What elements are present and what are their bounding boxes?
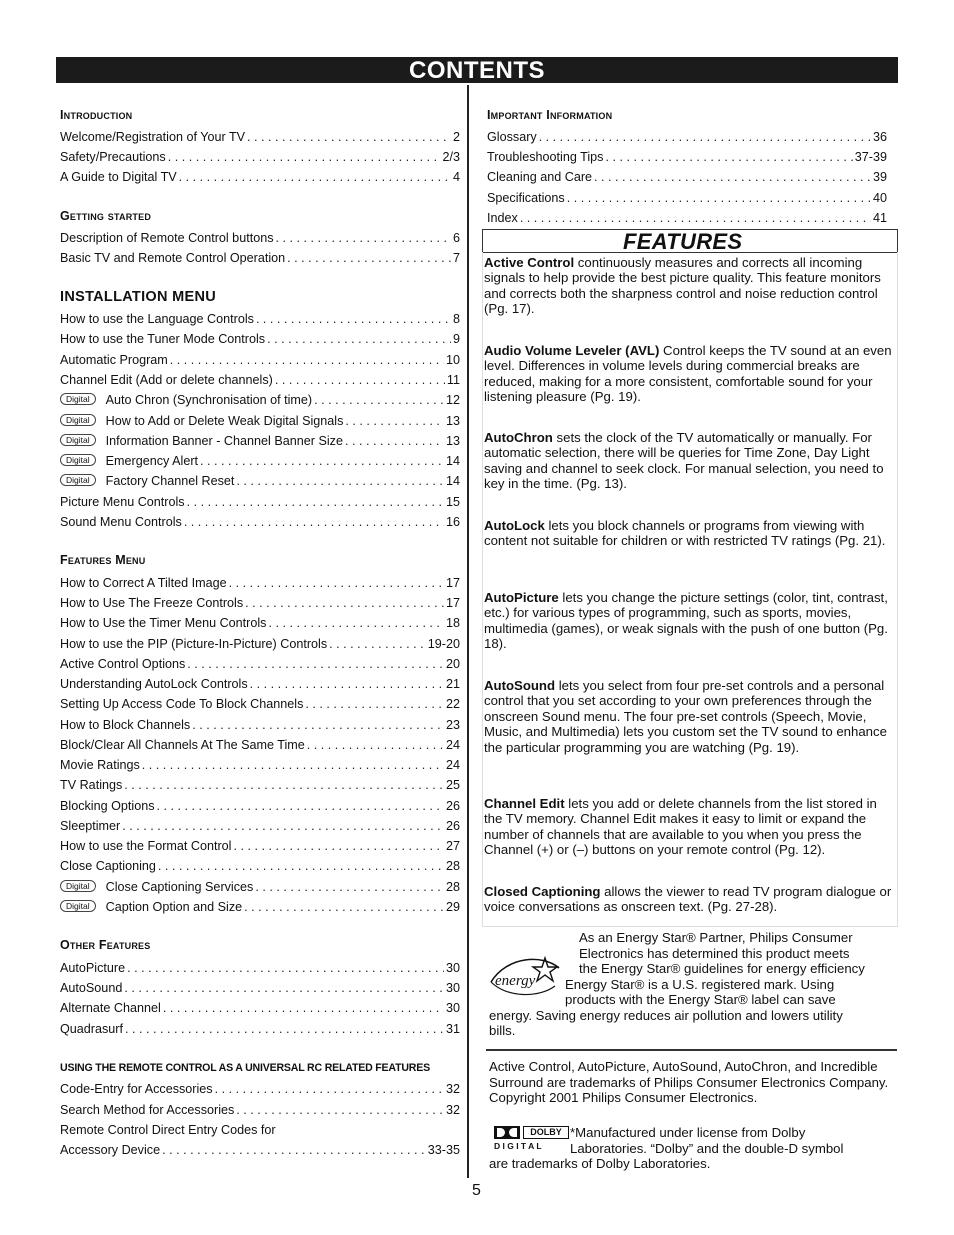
leader-dots <box>192 718 444 732</box>
leader-dots <box>605 150 852 164</box>
toc-entry[interactable] <box>60 614 460 630</box>
page-title: CONTENTS <box>56 57 898 83</box>
toc-entry-label: Emergency Alert <box>105 454 199 468</box>
section-heading-important: Important Information <box>487 108 613 122</box>
toc-entry[interactable] <box>487 168 887 184</box>
section-heading-other: Other Features <box>60 938 151 952</box>
feature-text: lets you select from four pre-set controls and a personal control that you set according to your own preferences through the onscreen Sound menu. The four pre-set controls (Speech, Movie, Music, and Multimedia) lets you custom set the TV sound to enhance the particular programming you are watching (Pg. 19). <box>484 678 887 755</box>
dolby-line-2: Laboratories. “Dolby” and the double-D symbol <box>570 1141 844 1156</box>
toc-entry-label: Cleaning and Care <box>487 170 593 184</box>
feature-item <box>484 343 894 405</box>
leader-dots <box>187 657 444 671</box>
leader-dots <box>184 515 444 529</box>
leader-dots <box>234 839 444 853</box>
toc-entry-page: 32 <box>445 1103 460 1117</box>
leader-dots <box>236 1103 444 1117</box>
dolby-logo-sub: D I G I T A L <box>494 1141 542 1151</box>
leader-dots <box>122 819 444 833</box>
toc-entry-page: 39 <box>872 170 887 184</box>
toc-entry[interactable] <box>60 695 460 711</box>
toc-entry-label: Specifications <box>487 191 565 205</box>
note-divider <box>486 1049 897 1051</box>
toc-entry-page: 14 <box>445 474 460 488</box>
toc-entry-label: Setting Up Access Code To Block Channels <box>60 697 304 711</box>
toc-entry-label: How to Block Channels <box>60 718 191 732</box>
leader-dots <box>345 434 444 448</box>
leader-dots <box>307 738 444 752</box>
toc-entry-page: 18 <box>445 616 460 630</box>
leader-dots <box>267 332 451 346</box>
leader-dots <box>245 596 444 610</box>
toc-entry-label: Understanding AutoLock Controls <box>60 677 248 691</box>
toc-entry-label: How to Correct A Tilted Image <box>60 576 227 590</box>
feature-term: Channel Edit <box>484 796 565 811</box>
leader-dots <box>187 495 444 509</box>
toc-entry[interactable] <box>487 209 887 225</box>
leader-dots <box>305 697 444 711</box>
digital-badge: Digital <box>60 900 96 912</box>
toc-entry-label: Blocking Options <box>60 799 155 813</box>
leader-dots <box>142 758 444 772</box>
feature-text: allows the viewer to read TV program dialogue or voice conversations as onscreen text. (Pg. 27-28). <box>484 884 892 915</box>
leader-dots <box>256 312 451 326</box>
energy-star-logo-icon <box>487 952 563 1000</box>
toc-entry-page: 24 <box>445 738 460 752</box>
toc-entry-page: 33-35 <box>427 1143 460 1157</box>
toc-entry[interactable] <box>60 1121 460 1137</box>
feature-item <box>484 590 894 652</box>
leader-dots <box>594 170 871 184</box>
leader-dots <box>236 474 444 488</box>
toc-entry[interactable] <box>60 330 460 346</box>
leader-dots <box>255 880 444 894</box>
toc-entry-page: 23 <box>445 718 460 732</box>
leader-dots <box>229 576 444 590</box>
toc-entry-label: Remote Control Direct Entry Codes for <box>60 1123 276 1137</box>
toc-entry-label: Picture Menu Controls <box>60 495 185 509</box>
feature-text: sets the clock of the TV automatically or manually. For automatic selection, there will be queries for Time Zone, Day Light saving and channel to seek clock. For manual selection, you need to key in the time. (Pg. 13). <box>484 430 884 492</box>
toc-entry-page: 7 <box>452 251 460 265</box>
toc-entry-page: 26 <box>445 819 460 833</box>
energy-logo-text: energy <box>495 973 536 989</box>
toc-entry[interactable] <box>60 432 460 448</box>
toc-entry-page: 17 <box>445 576 460 590</box>
toc-entry[interactable] <box>60 959 460 975</box>
energy-line-6: energy. Saving energy reduces air pollution and lowers utility <box>489 1008 843 1023</box>
toc-entry-page: 19-20 <box>427 637 460 651</box>
column-divider <box>467 85 469 1178</box>
toc-entry-label: Accessory Device <box>60 1143 161 1157</box>
toc-entry-page: 4 <box>452 170 460 184</box>
feature-term: Active Control <box>484 255 575 270</box>
toc-entry[interactable] <box>60 391 460 407</box>
toc-entry-page: 2/3 <box>442 150 460 164</box>
toc-entry-label: Sound Menu Controls <box>60 515 182 529</box>
leader-dots <box>345 414 444 428</box>
feature-term: AutoSound <box>484 678 556 693</box>
toc-entry-page: 16 <box>445 515 460 529</box>
dolby-line-3: are trademarks of Dolby Laboratories. <box>489 1156 711 1171</box>
leader-dots <box>247 130 451 144</box>
toc-entry-page: 41 <box>872 211 887 225</box>
digital-badge: Digital <box>60 474 96 486</box>
toc-entry[interactable] <box>60 310 460 326</box>
toc-entry-label: How to use the Language Controls <box>60 312 254 326</box>
leader-dots <box>124 981 444 995</box>
section-heading-getting_started: Getting started <box>60 209 152 223</box>
toc-entry[interactable] <box>487 148 887 164</box>
toc-entry[interactable] <box>60 1141 460 1157</box>
leader-dots <box>287 251 451 265</box>
toc-entry-page: 21 <box>445 677 460 691</box>
section-heading-features_menu: Features Menu <box>60 553 146 567</box>
toc-entry-page: 15 <box>445 495 460 509</box>
toc-entry[interactable] <box>60 979 460 995</box>
toc-entry-page: 32 <box>445 1082 460 1096</box>
leader-dots <box>157 799 444 813</box>
toc-entry-page: 13 <box>445 434 460 448</box>
toc-entry-page: 28 <box>445 880 460 894</box>
digital-badge: Digital <box>60 434 96 446</box>
feature-term: AutoChron <box>484 430 553 445</box>
energy-line-3: the Energy Star® guidelines for energy efficiency <box>579 961 865 976</box>
toc-entry[interactable] <box>60 472 460 488</box>
toc-entry[interactable] <box>60 351 460 367</box>
feature-item <box>484 518 894 549</box>
toc-entry[interactable] <box>60 128 460 144</box>
toc-entry-label: AutoSound <box>60 981 123 995</box>
leader-dots <box>179 170 451 184</box>
toc-entry[interactable] <box>60 898 460 914</box>
leader-dots <box>244 900 444 914</box>
section-heading-installation: INSTALLATION MENU <box>60 289 216 305</box>
toc-entry-label: Information Banner - Channel Banner Size <box>105 434 343 448</box>
feature-item <box>484 678 894 755</box>
toc-entry-label: Search Method for Accessories <box>60 1103 235 1117</box>
energy-line-5: products with the Energy Star® label can save <box>565 992 836 1007</box>
toc-entry[interactable] <box>60 797 460 813</box>
energy-line-2: Electronics has determined this product meets <box>579 946 850 961</box>
toc-entry[interactable] <box>487 189 887 205</box>
toc-entry-page: 31 <box>445 1022 460 1036</box>
leader-dots <box>168 150 441 164</box>
feature-term: Closed Captioning <box>484 884 601 899</box>
toc-entry-label: Welcome/Registration of Your TV <box>60 130 246 144</box>
toc-entry[interactable] <box>60 574 460 590</box>
toc-entry-label: Channel Edit (Add or delete channels) <box>60 373 273 387</box>
toc-entry-label: A Guide to Digital TV <box>60 170 177 184</box>
toc-entry-label: Block/Clear All Channels At The Same Time <box>60 738 305 752</box>
toc-entry-page: 27 <box>445 839 460 853</box>
toc-entry-label: How to Use The Freeze Controls <box>60 596 244 610</box>
toc-entry-page: 6 <box>452 231 460 245</box>
energy-line-4: Energy Star® is a U.S. registered mark. Using <box>565 977 835 992</box>
leader-dots <box>520 211 871 225</box>
toc-entry[interactable] <box>487 128 887 144</box>
toc-entry-label: Alternate Channel <box>60 1001 161 1015</box>
digital-badge: Digital <box>60 393 96 405</box>
toc-entry-page: 2 <box>452 130 460 144</box>
toc-entry[interactable] <box>60 1020 460 1036</box>
toc-entry-label: How to use the Tuner Mode Controls <box>60 332 266 346</box>
toc-entry[interactable] <box>60 837 460 853</box>
dolby-logo-word: DOLBY <box>523 1126 569 1139</box>
feature-text: Control keeps the TV sound at an even level. Differences in volume levels during commercial breaks are reduced, making for a more consistent, comfortable sound for your listening pleasure (Pg. 19). <box>484 343 892 405</box>
dolby-logo-icon <box>494 1126 570 1152</box>
toc-entry-page: 29 <box>445 900 460 914</box>
toc-entry-page: 9 <box>452 332 460 346</box>
toc-entry[interactable] <box>60 148 460 164</box>
toc-entry-page: 37-39 <box>854 150 887 164</box>
leader-dots <box>170 353 444 367</box>
toc-entry-label: How to Add or Delete Weak Digital Signals <box>105 414 344 428</box>
toc-entry-label: Close Captioning Services <box>105 880 254 894</box>
toc-entry-page: 10 <box>445 353 460 367</box>
feature-item <box>484 884 894 915</box>
toc-entry[interactable] <box>60 168 460 184</box>
section-heading-intro: Introduction <box>60 108 133 122</box>
toc-entry[interactable] <box>60 999 460 1015</box>
toc-entry-page: 17 <box>445 596 460 610</box>
toc-entry[interactable] <box>60 776 460 792</box>
toc-entry[interactable] <box>60 371 460 387</box>
feature-term: AutoPicture <box>484 590 559 605</box>
toc-entry[interactable] <box>60 249 460 265</box>
feature-text: lets you add or delete channels from the list stored in the TV memory. Channel Edit makes it easy to limit or expand the number of channels that are available to you when you press the Channel (+) or (–) buttons on your remote control (Pg. 12). <box>484 796 877 858</box>
toc-entry-page: 30 <box>445 1001 460 1015</box>
leader-dots <box>329 637 426 651</box>
toc-entry-page: 26 <box>445 799 460 813</box>
toc-entry-label: Safety/Precautions <box>60 150 166 164</box>
feature-item <box>484 430 894 492</box>
digital-badge: Digital <box>60 880 96 892</box>
leader-dots <box>250 677 444 691</box>
toc-entry-label: Caption Option and Size <box>105 900 243 914</box>
toc-entry-page: 13 <box>445 414 460 428</box>
features-heading-box <box>482 229 898 253</box>
toc-entry-page: 8 <box>452 312 460 326</box>
toc-entry-page: 14 <box>445 454 460 468</box>
toc-entry-label: Sleeptimer <box>60 819 121 833</box>
toc-entry-page: 30 <box>445 961 460 975</box>
toc-entry-label: Factory Channel Reset <box>105 474 235 488</box>
toc-entry[interactable] <box>60 594 460 610</box>
toc-entry[interactable] <box>60 675 460 691</box>
feature-text: lets you block channels or programs from viewing with content not suitable for children or with restricted TV ratings (Pg. 21). <box>484 518 886 549</box>
feature-item <box>484 255 894 317</box>
digital-badge: Digital <box>60 414 96 426</box>
toc-entry-label: Description of Remote Control buttons <box>60 231 274 245</box>
toc-entry-label: Automatic Program <box>60 353 168 367</box>
toc-entry[interactable] <box>60 857 460 873</box>
toc-entry-page: 36 <box>872 130 887 144</box>
toc-entry-label: Code-Entry for Accessories <box>60 1082 213 1096</box>
feature-item <box>484 796 894 858</box>
toc-entry-label: Movie Ratings <box>60 758 140 772</box>
leader-dots <box>215 1082 444 1096</box>
toc-entry-label: Auto Chron (Synchronisation of time) <box>105 393 313 407</box>
toc-entry-page: 22 <box>445 697 460 711</box>
toc-entry[interactable] <box>60 1101 460 1117</box>
leader-dots <box>163 1001 444 1015</box>
toc-entry[interactable] <box>60 493 460 509</box>
toc-entry-page: 12 <box>445 393 460 407</box>
leader-dots <box>127 961 444 975</box>
toc-entry-label: Basic TV and Remote Control Operation <box>60 251 286 265</box>
toc-entry-label: Glossary <box>487 130 537 144</box>
toc-entry[interactable] <box>60 452 460 468</box>
energy-line-1: As an Energy Star® Partner, Philips Consumer <box>579 930 853 945</box>
leader-dots <box>276 231 451 245</box>
toc-entry-page: 28 <box>445 859 460 873</box>
toc-entry[interactable] <box>60 1080 460 1096</box>
toc-entry-label: How to use the PIP (Picture-In-Picture) Controls <box>60 637 328 651</box>
toc-entry-page: 20 <box>445 657 460 671</box>
feature-text: lets you change the picture settings (color, tint, contrast, etc.) for various types of programming, such as sports, movies, multimedia (games), or weak signals with the push of one button (Pg. 18). <box>484 590 888 652</box>
energy-line-7: bills. <box>489 1023 516 1038</box>
toc-entry[interactable] <box>60 513 460 529</box>
leader-dots <box>275 373 445 387</box>
toc-entry-label: Quadrasurf <box>60 1022 123 1036</box>
feature-term: Audio Volume Leveler (AVL) <box>484 343 660 358</box>
toc-entry[interactable] <box>60 412 460 428</box>
features-heading: FEATURES <box>623 229 743 254</box>
toc-entry-label: AutoPicture <box>60 961 126 975</box>
toc-entry-label: How to Use the Timer Menu Controls <box>60 616 267 630</box>
leader-dots <box>268 616 444 630</box>
toc-entry-label: Troubleshooting Tips <box>487 150 604 164</box>
leader-dots <box>539 130 871 144</box>
toc-entry[interactable] <box>60 655 460 671</box>
toc-entry[interactable] <box>60 635 460 651</box>
dolby-line-1: *Manufactured under license from Dolby <box>570 1125 806 1140</box>
toc-entry-label: Close Captioning <box>60 859 156 873</box>
toc-entry-page: 25 <box>445 778 460 792</box>
toc-entry[interactable] <box>60 817 460 833</box>
feature-text: continuously measures and corrects all incoming signals to help provide the best picture quality. This feature monitors and corrects both the sharpness control and noise reduction control (Pg. 17). <box>484 255 881 317</box>
toc-entry-page: 30 <box>445 981 460 995</box>
feature-term: AutoLock <box>484 518 545 533</box>
toc-entry-label: Active Control Options <box>60 657 186 671</box>
toc-entry-label: How to use the Format Control <box>60 839 232 853</box>
toc-entry[interactable] <box>60 756 460 772</box>
toc-entry[interactable] <box>60 878 460 894</box>
leader-dots <box>125 1022 444 1036</box>
leader-dots <box>314 393 444 407</box>
toc-entry-page: 40 <box>872 191 887 205</box>
toc-entry-page: 11 <box>446 373 460 387</box>
leader-dots <box>567 191 871 205</box>
digital-badge: Digital <box>60 454 96 466</box>
page-number: 5 <box>472 1182 481 1199</box>
toc-entry[interactable] <box>60 736 460 752</box>
toc-entry[interactable] <box>60 716 460 732</box>
trademark-note: Active Control, AutoPicture, AutoSound, AutoChron, and Incredible Surround are trademarks of Philips Consumer Electronics Company. Copyright 2001 Philips Consumer Electronics. <box>489 1059 889 1106</box>
toc-entry-label: Index <box>487 211 518 225</box>
leader-dots <box>124 778 444 792</box>
leader-dots <box>162 1143 426 1157</box>
toc-entry-label: TV Ratings <box>60 778 123 792</box>
section-heading-remote: USING THE REMOTE CONTROL AS A UNIVERSAL RC RELATED FEATURES <box>60 1062 430 1074</box>
leader-dots <box>200 454 444 468</box>
toc-entry[interactable] <box>60 229 460 245</box>
toc-entry-page: 24 <box>445 758 460 772</box>
leader-dots <box>158 859 444 873</box>
